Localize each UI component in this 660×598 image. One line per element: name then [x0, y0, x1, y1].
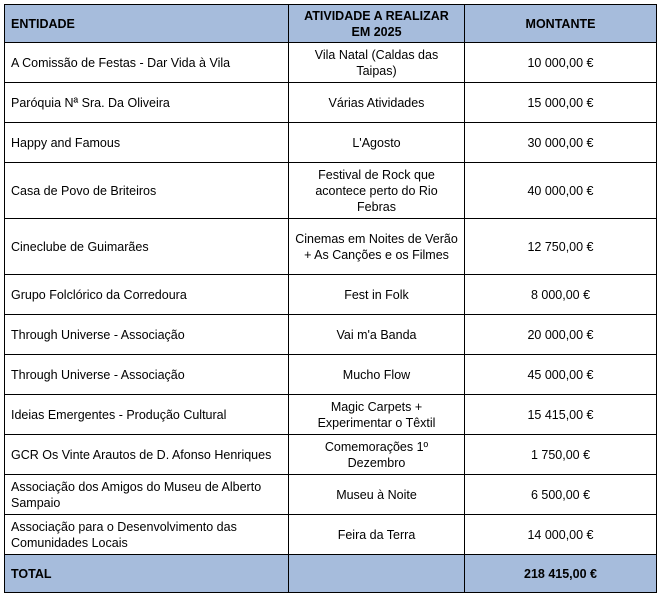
atividade-cell: Comemorações 1º Dezembro [289, 435, 465, 475]
header-row [5, 5, 657, 43]
table-row [5, 219, 657, 275]
table-row [5, 43, 657, 83]
montante-cell: 20 000,00 € [465, 315, 657, 355]
atividade-cell: Feira da Terra [289, 515, 465, 555]
entidade-cell: Cineclube de Guimarães [5, 219, 289, 275]
entidade-cell: Through Universe - Associação [5, 315, 289, 355]
entidade-cell: Grupo Folclórico da Corredoura [5, 275, 289, 315]
table-row [5, 475, 657, 515]
total-label: TOTAL [5, 555, 289, 593]
funding-table [4, 4, 657, 593]
montante-cell: 10 000,00 € [465, 43, 657, 83]
entidade-cell: GCR Os Vinte Arautos de D. Afonso Henriques [5, 435, 289, 475]
total-amount: 218 415,00 € [465, 555, 657, 593]
atividade-cell: Vila Natal (Caldas das Taipas) [289, 43, 465, 83]
atividade-cell: Mucho Flow [289, 355, 465, 395]
montante-cell: 6 500,00 € [465, 475, 657, 515]
montante-cell: 45 000,00 € [465, 355, 657, 395]
montante-cell: 15 000,00 € [465, 83, 657, 123]
table-row [5, 163, 657, 219]
total-empty-cell [289, 555, 465, 593]
montante-cell: 8 000,00 € [465, 275, 657, 315]
table-row [5, 123, 657, 163]
entidade-cell: Through Universe - Associação [5, 355, 289, 395]
header-entidade: ENTIDADE [5, 5, 289, 43]
entidade-cell: Associação dos Amigos do Museu de Alberto Sampaio [5, 475, 289, 515]
table-row [5, 275, 657, 315]
entidade-cell: Associação para o Desenvolvimento das Comunidades Locais [5, 515, 289, 555]
table-row [5, 435, 657, 475]
table-row [5, 315, 657, 355]
header-montante: MONTANTE [465, 5, 657, 43]
atividade-cell: Várias Atividades [289, 83, 465, 123]
header-atividade: ATIVIDADE A REALIZAR EM 2025 [289, 5, 465, 43]
entidade-cell: A Comissão de Festas - Dar Vida à Vila [5, 43, 289, 83]
table-row [5, 395, 657, 435]
entidade-cell: Happy and Famous [5, 123, 289, 163]
table-row [5, 83, 657, 123]
atividade-cell: Museu à Noite [289, 475, 465, 515]
atividade-cell: Magic Carpets + Experimentar o Têxtil [289, 395, 465, 435]
total-row [5, 555, 657, 593]
atividade-cell: L'Agosto [289, 123, 465, 163]
entidade-cell: Casa de Povo de Briteiros [5, 163, 289, 219]
montante-cell: 30 000,00 € [465, 123, 657, 163]
montante-cell: 15 415,00 € [465, 395, 657, 435]
montante-cell: 14 000,00 € [465, 515, 657, 555]
montante-cell: 12 750,00 € [465, 219, 657, 275]
table-row [5, 355, 657, 395]
table-row [5, 515, 657, 555]
entidade-cell: Paróquia Nª Sra. Da Oliveira [5, 83, 289, 123]
entidade-cell: Ideias Emergentes - Produção Cultural [5, 395, 289, 435]
atividade-cell: Festival de Rock que acontece perto do Rio Febras [289, 163, 465, 219]
atividade-cell: Cinemas em Noites de Verão + As Canções e os Filmes [289, 219, 465, 275]
atividade-cell: Vai m'a Banda [289, 315, 465, 355]
montante-cell: 1 750,00 € [465, 435, 657, 475]
montante-cell: 40 000,00 € [465, 163, 657, 219]
atividade-cell: Fest in Folk [289, 275, 465, 315]
